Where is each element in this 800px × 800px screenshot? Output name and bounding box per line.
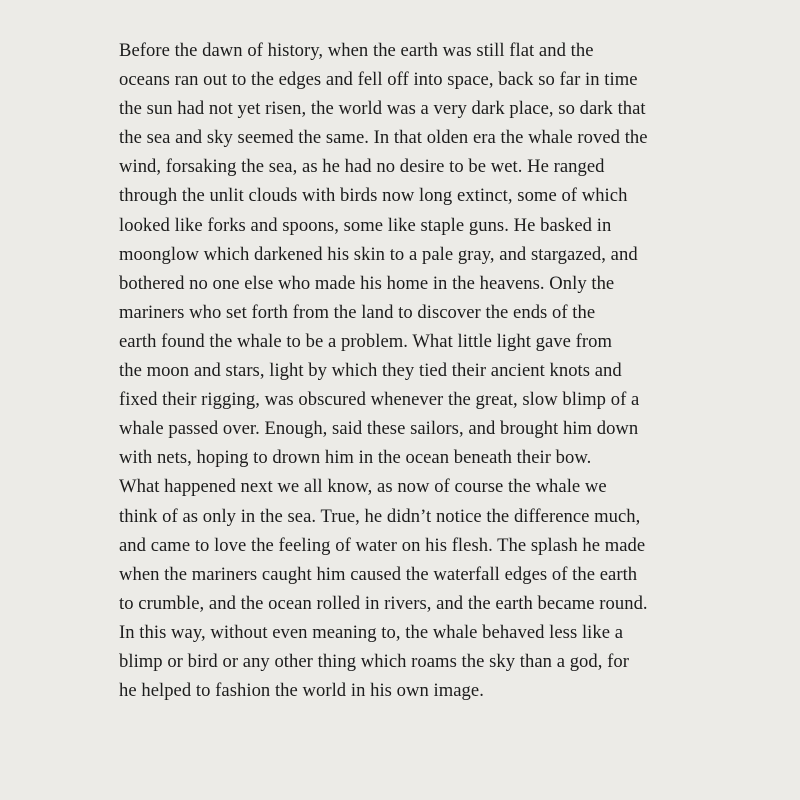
text-line: bothered no one else who made his home in the heavens. Only the xyxy=(119,272,615,294)
text-line: to crumble, and the ocean rolled in rivers, and the earth became round. xyxy=(119,592,648,614)
text-line: whale passed over. Enough, said these sailors, and brought him down xyxy=(119,418,639,440)
text-line: earth found the whale to be a problem. What little light gave from xyxy=(119,330,612,352)
text-line: moonglow which darkened his skin to a pale gray, and stargazed, and xyxy=(119,243,638,265)
text-line: when the mariners caught him caused the waterfall edges of the earth xyxy=(119,563,638,585)
text-line: the sea and sky seemed the same. In that olden era the whale roved the xyxy=(119,127,648,149)
text-line: In this way, without even meaning to, the whale behaved less like a xyxy=(119,621,624,643)
text-line: blimp or bird or any other thing which roams the sky than a god, for xyxy=(119,650,629,672)
text-line: oceans ran out to the edges and fell off into space, back so far in time xyxy=(119,69,638,91)
text-line: he helped to fashion the world in his own image. xyxy=(119,680,484,702)
text-line: with nets, hoping to drown him in the ocean beneath their bow. xyxy=(119,447,592,469)
text-line: through the unlit clouds with birds now long extinct, some of which xyxy=(119,185,628,207)
text-line: What happened next we all know, as now of course the whale we xyxy=(119,476,607,498)
text-line: wind, forsaking the sea, as he had no desire to be wet. He ranged xyxy=(119,156,605,178)
text-line: fixed their rigging, was obscured whenever the great, slow blimp of a xyxy=(119,389,640,411)
story-paragraph xyxy=(119,36,719,705)
text-line: and came to love the feeling of water on his flesh. The splash he made xyxy=(119,534,646,556)
text-line: think of as only in the sea. True, he didn’t notice the difference much, xyxy=(119,505,641,527)
text-line: looked like forks and spoons, some like staple guns. He basked in xyxy=(119,214,612,236)
text-line: the moon and stars, light by which they tied their ancient knots and xyxy=(119,360,622,382)
text-line: mariners who set forth from the land to discover the ends of the xyxy=(119,301,596,323)
text-line: Before the dawn of history, when the earth was still flat and the xyxy=(119,40,594,61)
text-line: the sun had not yet risen, the world was a very dark place, so dark that xyxy=(119,98,646,120)
